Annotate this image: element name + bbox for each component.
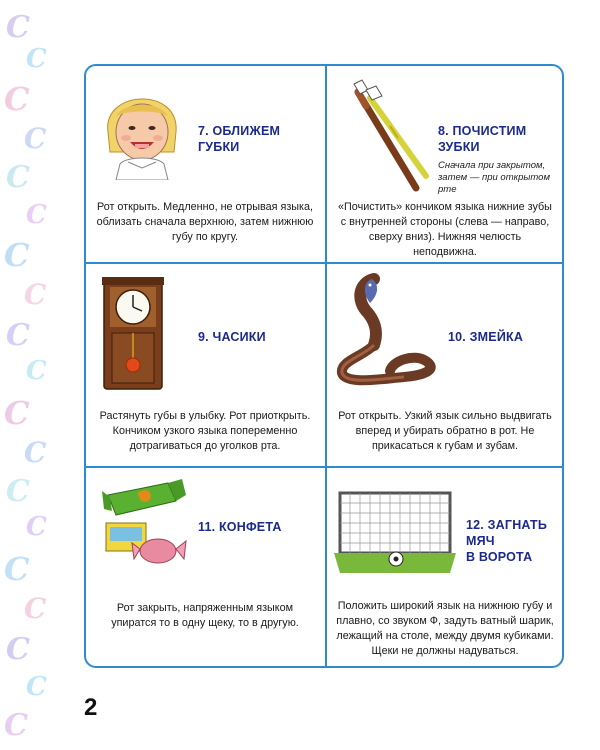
exercise-description: Положить широкий язык на нижнюю губу и плавно, со звуком Ф, задуть ватный шарик, лежащий на столе, между двумя кубиками. Щеки не должны надуваться.: [336, 600, 554, 657]
decorative-letter: С: [24, 278, 47, 311]
exercise-grid: [84, 64, 564, 668]
decorative-letter: С: [26, 356, 47, 386]
exercise-title: 12. ЗАГНАТЬ МЯЧ В ВОРОТА: [466, 518, 548, 564]
exercise-note: Сначала при закрытом, затем — при открытом рте: [438, 160, 550, 195]
exercise-title: 10. ЗМЕЙКА: [448, 330, 524, 344]
exercise-card-10: [326, 263, 564, 466]
decorative-letter: С: [4, 708, 28, 743]
exercise-title: 11. КОНФЕТА: [198, 520, 282, 534]
exercise-description: Рот закрыть, напряженным языком упиратся то в одну щеку, то в другую.: [111, 602, 299, 629]
decorative-letter: С: [26, 200, 47, 230]
cobra-illustration: [334, 273, 446, 389]
decorative-letter: С: [24, 122, 47, 155]
soccer-goal-illustration: [334, 487, 456, 577]
exercise-description: Рот открыть. Медленно, не отрывая языка, облизать сначала верхнюю, затем нижнюю губу по кругу.: [96, 201, 314, 243]
decorative-letter: С: [4, 80, 30, 118]
decorative-letter: С: [26, 44, 47, 74]
decorative-letter: С: [6, 318, 30, 353]
exercise-description: Растянуть губы в улыбку. Рот приоткрыть. Кончиком узкого языка попеременно дотрагиваться до уголков рта.: [99, 410, 311, 452]
exercise-title: 8. ПОЧИСТИМ ЗУБКИ: [438, 124, 527, 154]
decorative-letter: С: [26, 512, 47, 542]
decorative-letter: С: [24, 592, 47, 625]
exercise-title: 9. ЧАСИКИ: [198, 330, 266, 344]
exercise-description: «Почистить» кончиком языка нижние зубы с внутренней стороны (слева — направо, сверху вниз). Нижняя челюсть неподвижна.: [338, 201, 552, 258]
exercise-title: 7. ОБЛИЖЕМ ГУБКИ: [198, 124, 281, 154]
decorative-letter: С: [6, 10, 30, 45]
decorative-letter: С: [26, 672, 47, 702]
smiling-girl-illustration: [102, 80, 182, 180]
decorative-letter-margin: [0, 0, 58, 750]
candies-illustration: [102, 479, 196, 575]
exercise-card-7: [86, 66, 324, 262]
decorative-letter: С: [4, 550, 30, 588]
decorative-letter: С: [6, 632, 30, 667]
decorative-letter: С: [6, 160, 30, 195]
exercise-card-9: [86, 263, 324, 466]
page-number: 2: [84, 694, 98, 721]
exercise-card-11: [86, 467, 324, 668]
decorative-letter: С: [6, 474, 30, 509]
decorative-letter: С: [4, 236, 30, 274]
exercise-description: Рот открыть. Узкий язык сильно выдвигать вперед и убирать обратно в рот. Не прикасаться к губам и зубам.: [338, 410, 552, 452]
exercise-card-12: [326, 467, 564, 668]
decorative-letter: С: [24, 436, 47, 469]
pendulum-clock-illustration: [100, 275, 166, 393]
decorative-letter: С: [4, 394, 30, 432]
exercise-card-8: [326, 66, 564, 262]
toothbrushes-illustration: [340, 72, 436, 198]
